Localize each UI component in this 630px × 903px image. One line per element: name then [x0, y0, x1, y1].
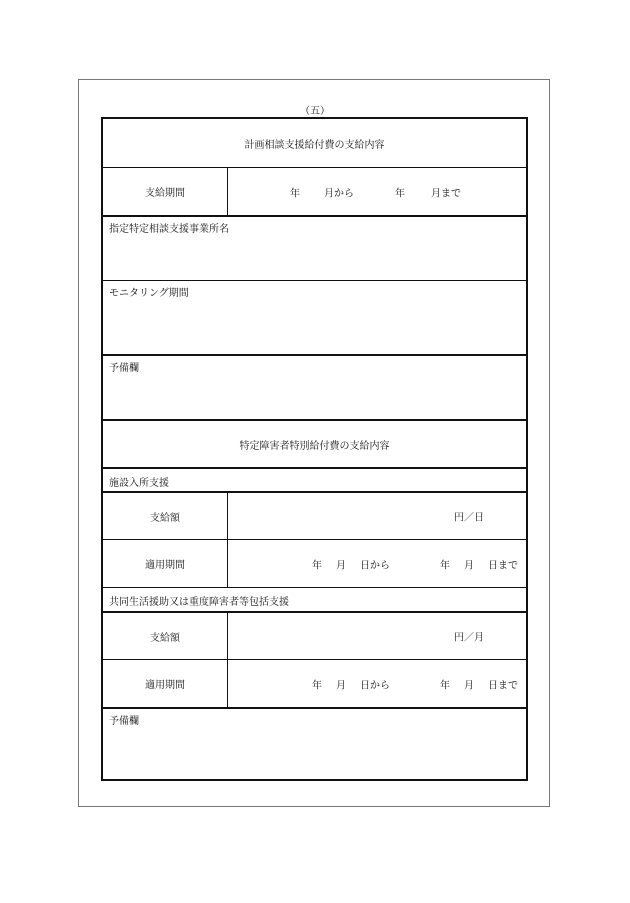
kyodo-from: 日から	[360, 680, 390, 691]
shisetsu-amount-row	[103, 491, 526, 539]
kyodo-tsuki-1: 月	[336, 680, 346, 691]
shisetsu-nen-1: 年	[312, 560, 322, 571]
shisetsu-to: 日まで	[488, 560, 518, 571]
shisetsu-label: 施設入所支援	[109, 478, 169, 489]
kyodo-period-label: 適用期間	[103, 660, 228, 707]
keikaku-reserve-label: 予備欄	[109, 363, 139, 374]
shisetsu-amount-label: 支給額	[103, 493, 228, 539]
kyodo-period-value[interactable]	[228, 660, 526, 707]
shisetsu-amount-unit: 円／日	[454, 512, 484, 524]
page-number: （五）	[300, 106, 330, 117]
shisetsu-header-row	[103, 467, 526, 491]
period-nen-1: 年	[290, 188, 300, 199]
kyodo-tsuki-2: 月	[464, 680, 474, 691]
keikaku-period-value[interactable]	[228, 168, 526, 215]
shisetsu-tsuki-2: 月	[464, 560, 474, 571]
kyodo-label: 共同生活援助又は重度障害者等包括支援	[109, 597, 289, 608]
kyodo-nen-2: 年	[440, 680, 450, 691]
shisetsu-period-label: 適用期間	[103, 540, 228, 587]
kyodo-to: 日まで	[488, 680, 518, 691]
kyodo-header-row	[103, 587, 526, 611]
period-to: 月まで	[431, 188, 461, 199]
shisetsu-amount-value[interactable]	[228, 493, 526, 539]
shisetsu-period-value[interactable]	[228, 540, 526, 587]
keikaku-section-title	[103, 119, 526, 167]
shisetsu-from: 日から	[360, 560, 390, 571]
monitoring-label: モニタリング期間	[109, 288, 189, 299]
kyodo-amount-value[interactable]	[228, 613, 526, 659]
keikaku-title: 計画相談支援給付費の支給内容	[244, 139, 385, 151]
shisetsu-period-row	[103, 539, 526, 587]
kyodo-amount-unit: 円／月	[454, 632, 484, 644]
kyodo-nen-1: 年	[312, 680, 322, 691]
tokutei-reserve-row[interactable]	[103, 707, 526, 779]
shisetsu-nen-2: 年	[440, 560, 450, 571]
monitoring-row[interactable]	[103, 280, 526, 354]
benefit-table	[101, 117, 528, 781]
kyodo-amount-row	[103, 611, 526, 659]
tokutei-section-title	[103, 419, 526, 467]
provider-label: 指定特定相談支援事業所名	[109, 224, 229, 235]
keikaku-period-row	[103, 167, 526, 215]
kyodo-amount-label: 支給額	[103, 613, 228, 659]
keikaku-reserve-row[interactable]	[103, 354, 526, 419]
period-nen-2: 年	[395, 188, 405, 199]
shisetsu-tsuki-1: 月	[336, 560, 346, 571]
tokutei-reserve-label: 予備欄	[109, 716, 139, 727]
kyodo-period-row	[103, 659, 526, 707]
period-from: 月から	[324, 188, 354, 199]
provider-row[interactable]	[103, 215, 526, 280]
tokutei-title: 特定障害者特別給付費の支給内容	[239, 440, 390, 452]
keikaku-period-label: 支給期間	[103, 168, 228, 215]
